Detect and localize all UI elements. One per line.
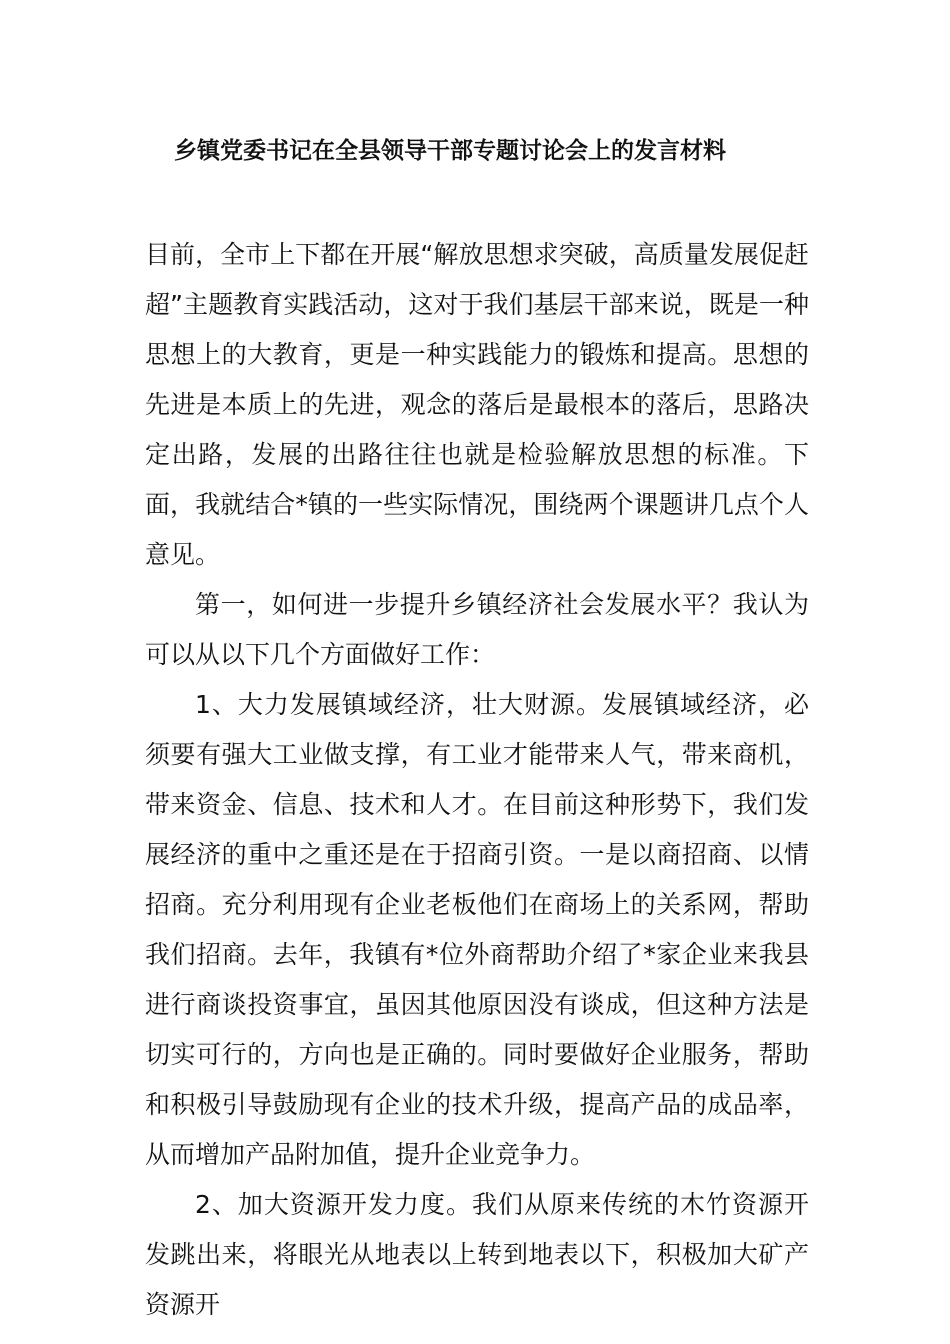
paragraph-intro: 目前，全市上下都在开展“解放思想求突破，高质量发展促赶超”主题教育实践活动，这对于我们基层干部来说，既是一种思想上的大教育，更是一种实践能力的锻炼和提高。思想的先进是本质上的先进，观念的落后是最根本的落后，思路决定出路，发展的出路往往也就是检验解放思想的标准。下面，我就结合*镇的一些实际情况，围绕两个课题讲几点个人意见。 <box>145 240 809 569</box>
document-body <box>145 230 809 1330</box>
paragraph-point-2: 2、加大资源开发力度。我们从原来传统的木竹资源开发跳出来，将眼光从地表以上转到地表以下，积极加大矿产资源开 <box>145 1190 809 1319</box>
document-title: 乡镇党委书记在全县领导干部专题讨论会上的发言材料 <box>174 138 726 164</box>
paragraph-point-1: 1、大力发展镇域经济，壮大财源。发展镇域经济，必须要有强大工业做支撑，有工业才能带来人气，带来商机，带来资金、信息、技术和人才。在目前这种形势下，我们发展经济的重中之重还是在于招商引资。一是以商招商、以情招商。充分利用现有企业老板他们在商场上的关系网，帮助我们招商。去年，我镇有*位外商帮助介绍了*家企业来我县进行商谈投资事宜，虽因其他原因没有谈成，但这种方法是切实可行的，方向也是正确的。同时要做好企业服务，帮助和积极引导鼓励现有企业的技术升级，提高产品的成品率，从而增加产品附加值，提升企业竞争力。 <box>145 690 809 1169</box>
paragraph-first-question: 第一，如何进一步提升乡镇经济社会发展水平？我认为可以从以下几个方面做好工作： <box>145 590 809 669</box>
